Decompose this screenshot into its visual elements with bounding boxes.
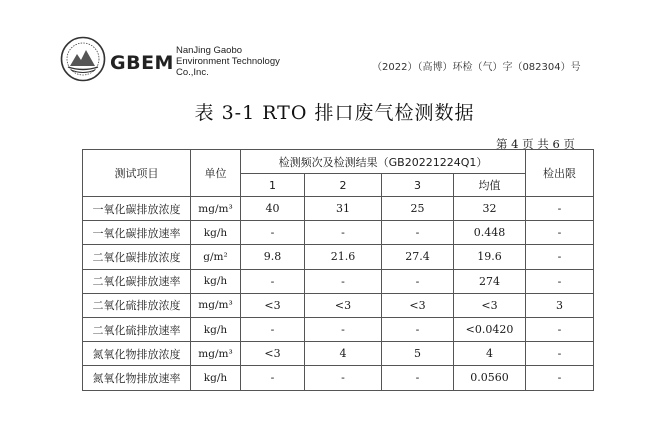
cell-sample-2: - bbox=[305, 366, 382, 390]
cell-average: 0.448 bbox=[454, 221, 526, 245]
company-line: NanJing Gaobo bbox=[176, 45, 243, 56]
header-unit: 单位 bbox=[191, 150, 241, 197]
cell-sample-2: 4 bbox=[305, 342, 382, 366]
cell-sample-1: 40 bbox=[241, 197, 305, 221]
cell-unit: g/m² bbox=[191, 245, 241, 269]
cell-sample-2: - bbox=[305, 221, 382, 245]
cell-average: <3 bbox=[454, 293, 526, 317]
table-row bbox=[83, 293, 594, 317]
header-average: 均值 bbox=[454, 174, 526, 197]
header-item: 测试项目 bbox=[83, 150, 191, 197]
cell-sample-3: - bbox=[382, 269, 454, 293]
cell-item: 二氧化碳排放速率 bbox=[83, 269, 191, 293]
company-line: Co.,Inc. bbox=[176, 67, 209, 78]
table-row bbox=[83, 245, 594, 269]
cell-unit: mg/m³ bbox=[191, 342, 241, 366]
cell-item: 二氧化碳排放浓度 bbox=[83, 245, 191, 269]
cell-sample-1: - bbox=[241, 317, 305, 341]
table-row bbox=[83, 366, 594, 390]
cell-average: 19.6 bbox=[454, 245, 526, 269]
cell-unit: kg/h bbox=[191, 221, 241, 245]
cell-average: 274 bbox=[454, 269, 526, 293]
table-row bbox=[83, 317, 594, 341]
cell-sample-3: 25 bbox=[382, 197, 454, 221]
cell-sample-2: <3 bbox=[305, 293, 382, 317]
cell-sample-3: - bbox=[382, 366, 454, 390]
cell-sample-1: 9.8 bbox=[241, 245, 305, 269]
page-info: 第 4 页 共 6 页 bbox=[496, 137, 575, 151]
cell-sample-1: - bbox=[241, 269, 305, 293]
company-line: Environment Technology bbox=[176, 56, 280, 67]
cell-detection-limit: - bbox=[526, 366, 594, 390]
header-sample-2: 2 bbox=[305, 174, 382, 197]
cell-unit: kg/h bbox=[191, 366, 241, 390]
cell-item: 一氧化碳排放速率 bbox=[83, 221, 191, 245]
cell-sample-3: - bbox=[382, 221, 454, 245]
cell-sample-2: 21.6 bbox=[305, 245, 382, 269]
cell-item: 二氧化硫排放速率 bbox=[83, 317, 191, 341]
cell-sample-1: <3 bbox=[241, 342, 305, 366]
cell-sample-1: - bbox=[241, 221, 305, 245]
cell-sample-1: <3 bbox=[241, 293, 305, 317]
cell-average: 4 bbox=[454, 342, 526, 366]
cell-unit: kg/h bbox=[191, 269, 241, 293]
cell-sample-3: <3 bbox=[382, 293, 454, 317]
cell-item: 氮氧化物排放速率 bbox=[83, 366, 191, 390]
cell-sample-2: - bbox=[305, 317, 382, 341]
cell-unit: mg/m³ bbox=[191, 293, 241, 317]
cell-detection-limit: - bbox=[526, 317, 594, 341]
table-title: 表 3-1 RTO 排口废气检测数据 bbox=[194, 102, 475, 124]
cell-average: 0.0560 bbox=[454, 366, 526, 390]
header-sample-3: 3 bbox=[382, 174, 454, 197]
emission-data-table bbox=[82, 149, 594, 391]
cell-unit: mg/m³ bbox=[191, 197, 241, 221]
cell-detection-limit: - bbox=[526, 342, 594, 366]
header-sample-1: 1 bbox=[241, 174, 305, 197]
cell-detection-limit: - bbox=[526, 269, 594, 293]
table-row bbox=[83, 269, 594, 293]
certificate-number: （2022）（高博）环检（气）字（082304）号 bbox=[372, 62, 581, 73]
cell-detection-limit: - bbox=[526, 245, 594, 269]
gbem-logo bbox=[60, 36, 106, 82]
table-row bbox=[83, 342, 594, 366]
table-row bbox=[83, 197, 594, 221]
cell-sample-1: - bbox=[241, 366, 305, 390]
cell-average: 32 bbox=[454, 197, 526, 221]
cell-sample-2: 31 bbox=[305, 197, 382, 221]
cell-detection-limit: - bbox=[526, 197, 594, 221]
cell-sample-2: - bbox=[305, 269, 382, 293]
cell-sample-3: - bbox=[382, 317, 454, 341]
cell-item: 二氧化硫排放浓度 bbox=[83, 293, 191, 317]
table-row bbox=[83, 221, 594, 245]
header-results-group: 检测频次及检测结果（GB20221224Q1） bbox=[241, 150, 526, 174]
cell-sample-3: 5 bbox=[382, 342, 454, 366]
cell-average: <0.0420 bbox=[454, 317, 526, 341]
cell-item: 氮氧化物排放浓度 bbox=[83, 342, 191, 366]
header-detection-limit: 检出限 bbox=[526, 150, 594, 197]
cell-unit: kg/h bbox=[191, 317, 241, 341]
cell-detection-limit: 3 bbox=[526, 293, 594, 317]
cell-item: 一氧化碳排放浓度 bbox=[83, 197, 191, 221]
cell-detection-limit: - bbox=[526, 221, 594, 245]
brand-name: GBEM bbox=[110, 52, 174, 74]
company-name bbox=[176, 45, 280, 78]
cell-sample-3: 27.4 bbox=[382, 245, 454, 269]
